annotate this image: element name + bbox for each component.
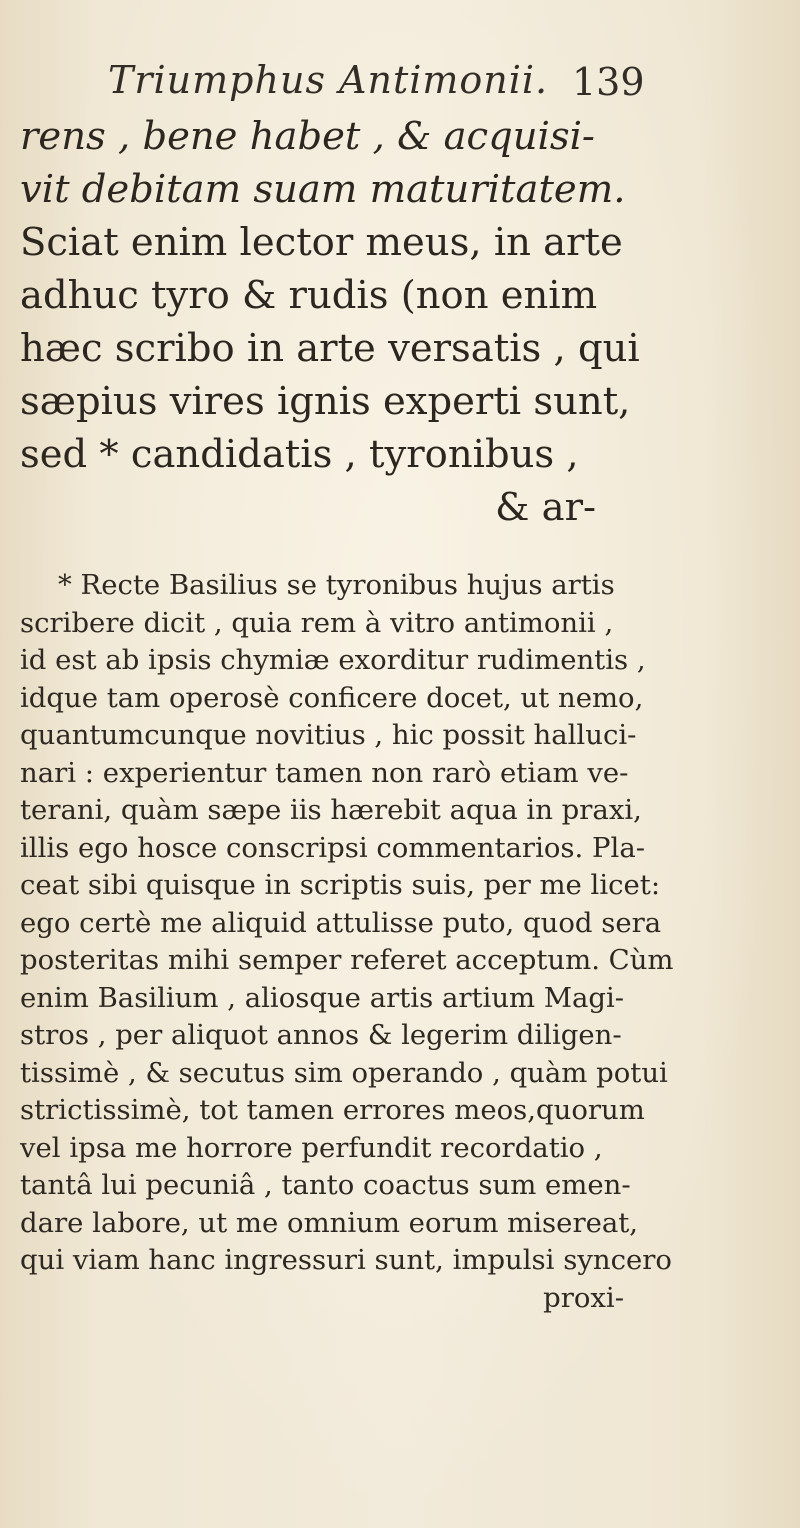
footnote-line: ceat sibi quisque in scriptis suis, per me licet: bbox=[20, 869, 661, 901]
footnote-line: * Recte Basilius se tyronibus hujus artis bbox=[58, 569, 615, 601]
footnote-line: stros , per aliquot annos & legerim diligen- bbox=[20, 1019, 622, 1051]
footnote-line: idque tam operosè conficere docet, ut nemo, bbox=[20, 681, 644, 714]
main-text-line: rens , bene habet , & acquisi- bbox=[20, 114, 595, 159]
footnote-line: enim Basilium , aliosque artis artium Magi- bbox=[20, 981, 625, 1014]
footnote-line: posteritas mihi semper referet acceptum. Cùm bbox=[20, 944, 674, 976]
main-text-block bbox=[20, 110, 640, 534]
main-text-line: Sciat enim lector meus, in arte bbox=[20, 220, 623, 265]
catchword: & ar- bbox=[495, 485, 596, 530]
footnote-line: nari : experientur tamen non rarò etiam ve- bbox=[20, 756, 629, 789]
main-text-line: sed * candidatis , tyronibus , bbox=[20, 432, 579, 477]
footnote-line: qui viam hanc ingressuri sunt, impulsi syncero bbox=[20, 1244, 672, 1276]
main-text-line: sæpius vires ignis experti sunt, bbox=[20, 379, 631, 424]
footnote-line: tissimè , & secutus sim operando , quàm potui bbox=[20, 1056, 668, 1089]
footnote-line: vel ipsa me horrore perfundit recordatio , bbox=[20, 1131, 603, 1164]
footnote-line: id est ab ipsis chymiæ exorditur rudimentis , bbox=[20, 644, 646, 676]
page-number: 139 bbox=[572, 60, 645, 104]
footnote-block bbox=[20, 567, 674, 1317]
footnote-line: scribere dicit , quia rem à vitro antimonii , bbox=[20, 606, 614, 639]
footnote-line: illis ego hosce conscripsi commentarios. Pla- bbox=[20, 831, 646, 864]
footnote-catchword: proxi- bbox=[543, 1281, 624, 1314]
main-text-line: adhuc tyro & rudis (non enim bbox=[20, 273, 598, 318]
footnote-line: ego certè me aliquid attulisse puto, quod sera bbox=[20, 906, 662, 939]
footnote-line: dare labore, ut me omnium eorum misereat, bbox=[20, 1206, 639, 1239]
footnote-line: strictissimè, tot tamen errores meos,quorum bbox=[20, 1094, 645, 1126]
running-title: Triumphus Antimonii. bbox=[108, 58, 549, 102]
footnote-line: terani, quàm sæpe iis hærebit aqua in praxi, bbox=[20, 794, 642, 826]
footnote-line: tantâ lui pecuniâ , tanto coactus sum emen- bbox=[20, 1169, 631, 1201]
main-text-line: hæc scribo in arte versatis , qui bbox=[20, 326, 640, 371]
main-text-line: vit debitam suam maturitatem. bbox=[20, 167, 626, 212]
footnote-line: quantumcunque novitius , hic possit halluci- bbox=[20, 719, 637, 751]
